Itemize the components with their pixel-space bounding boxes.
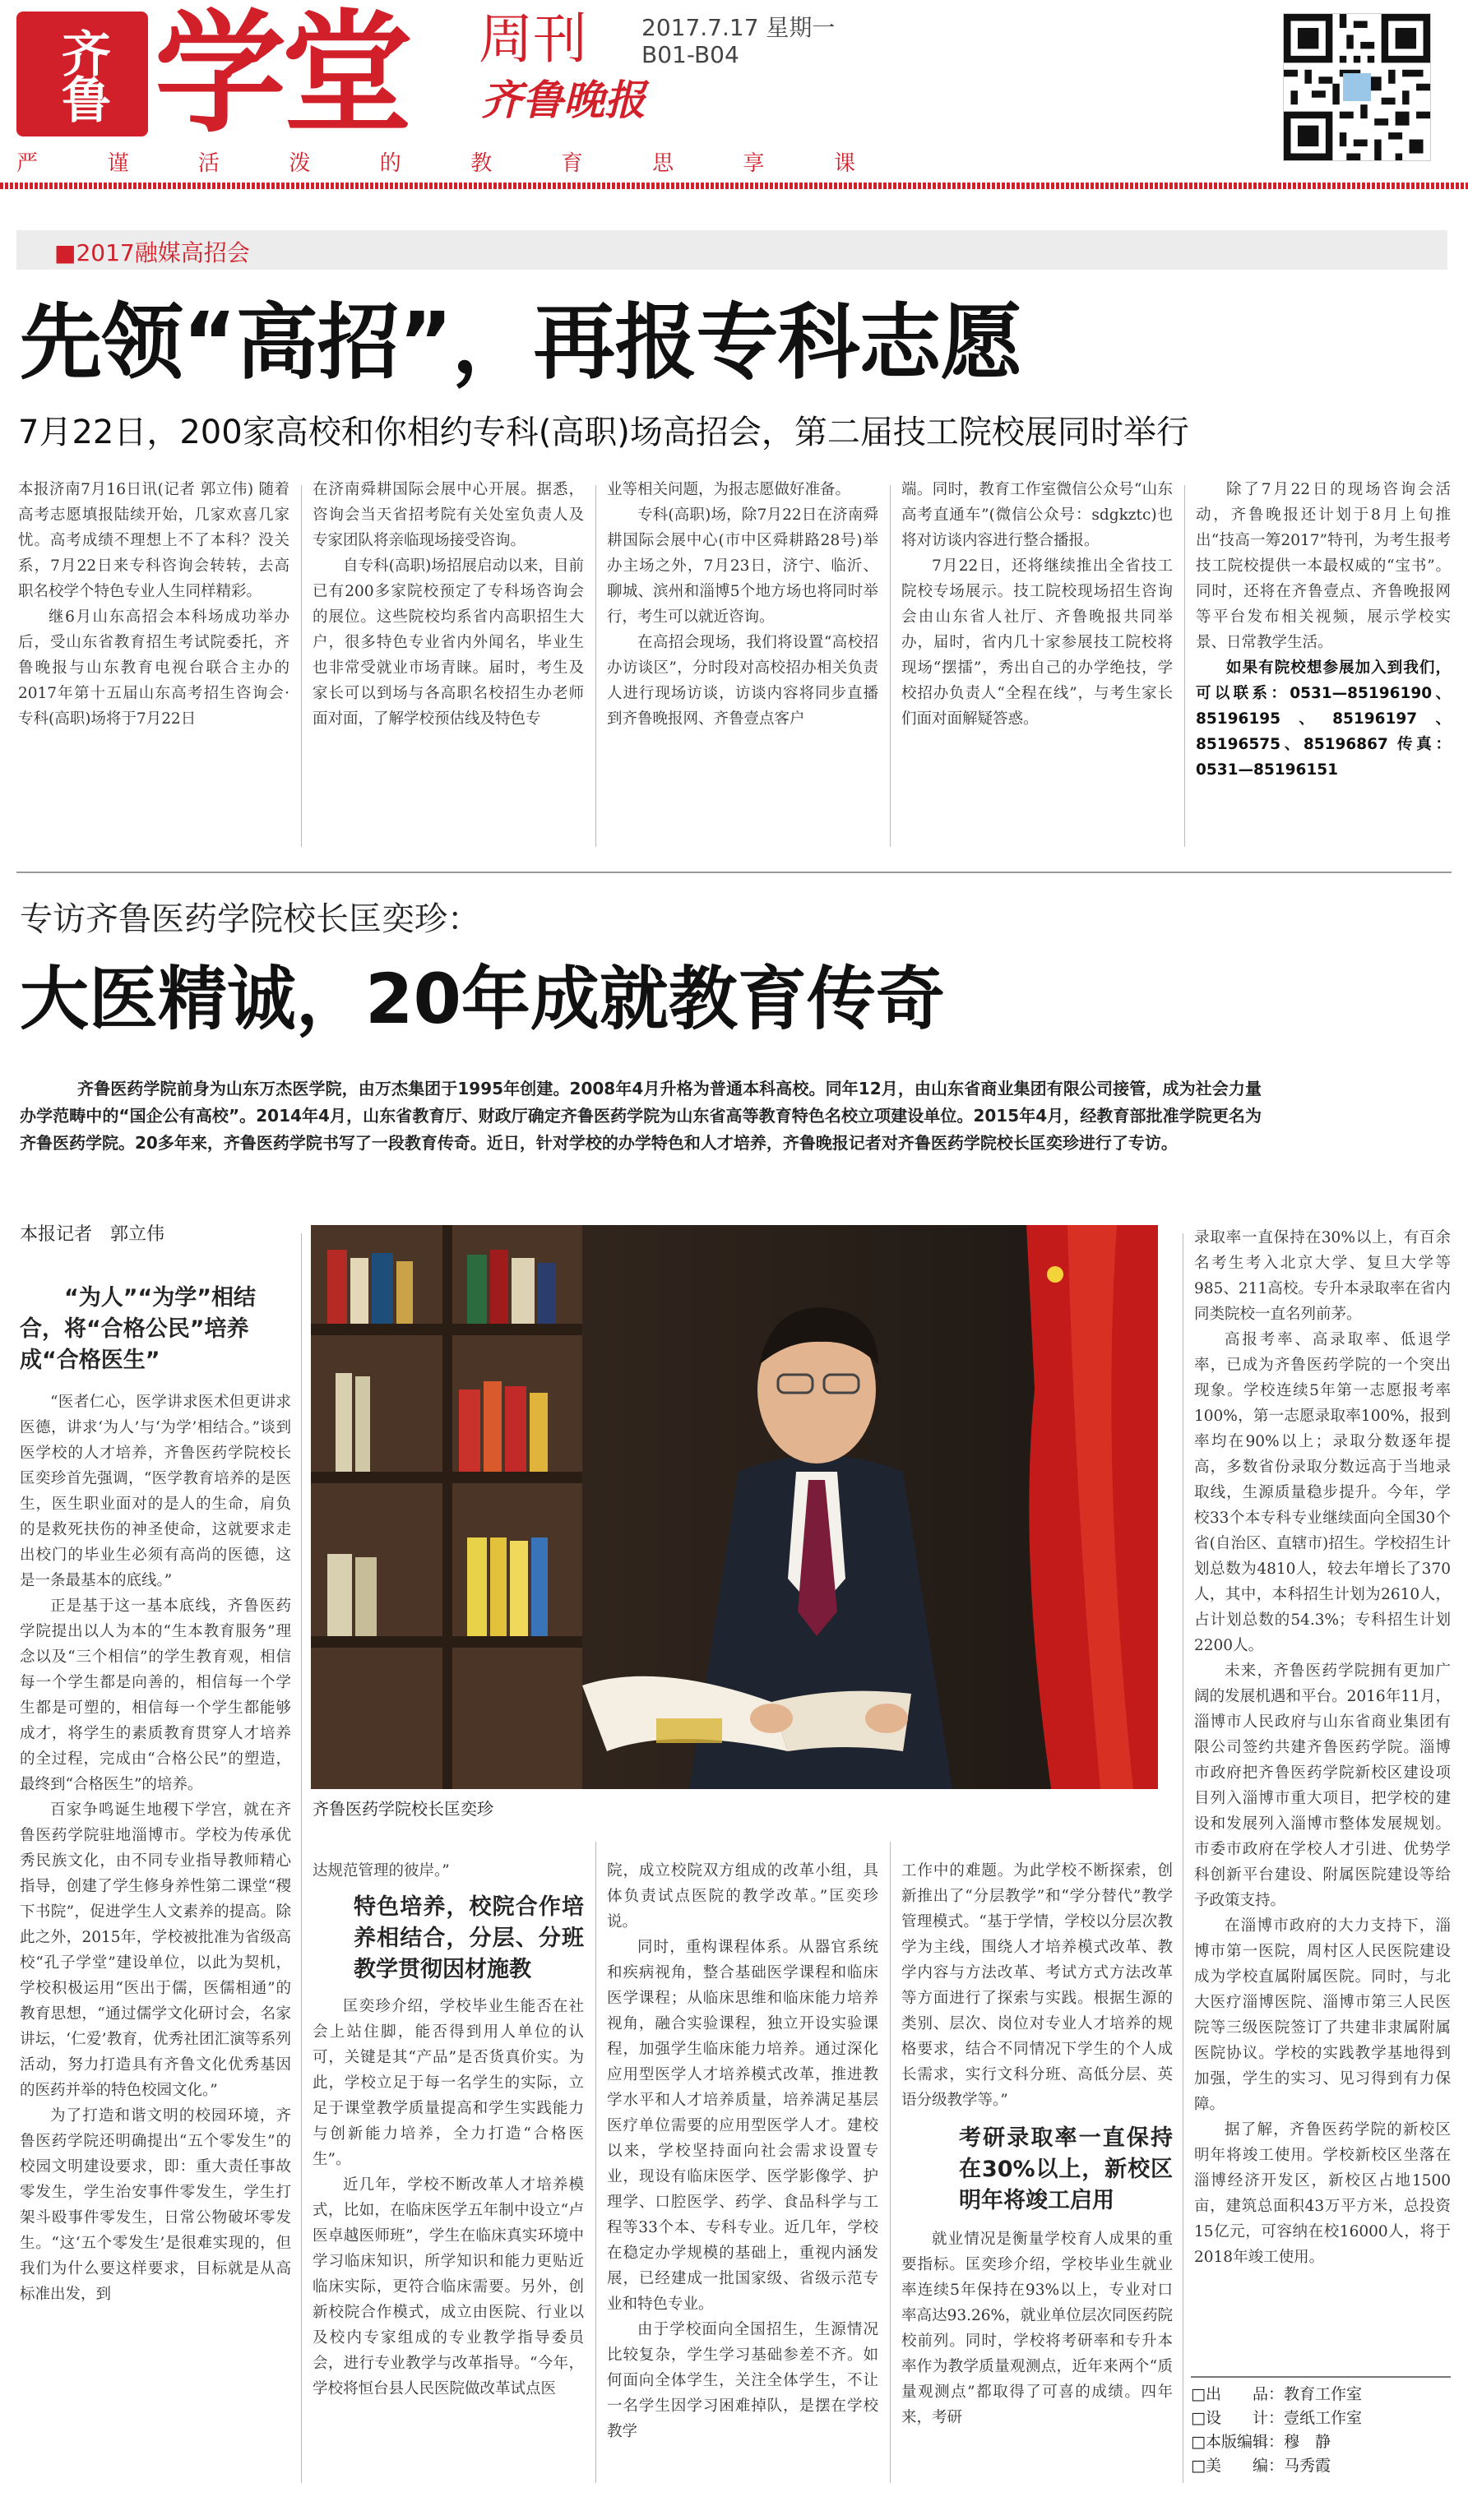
s2-mid-column-b: [607, 1858, 878, 2444]
s2-right-column: [1194, 1225, 1451, 2270]
page-range: B01-B04: [641, 41, 739, 68]
column-rule: [301, 485, 302, 847]
paragraph: 本报济南7月16日讯(记者 郭立伟) 随着高考志愿填报陆续开始，几家欢喜几家忧。高考成绩不理想上不了本科？没关系，7月22日来专科咨询会转转，去高职名校学个特色专业人生同样精彩。: [18, 481, 289, 600]
paragraph: 业等相关问题，为报志愿做好准备。: [607, 481, 851, 498]
paragraph: 高报考率、高录取率、低退学率，已成为齐鲁医药学院的一个突出现象。学校连续5年第一志愿报考率100%，第一志愿录取率100%，报到率均在90%以上；录取分数逐年提高，多数省份录取分数远高于当地录取线，生源质量稳步提升。今年，学校33个本专科专业继续面向全国30个省(自治区、直辖市)招生。学校招生计划总数为4810人，较去年增长了370人，其中，本科招生计划为2610人，占计划总数的54.3%；专科招生计划2200人。: [1194, 1331, 1451, 1654]
credit-line: □本版编辑：穆 静: [1191, 2433, 1331, 2451]
qr-code-icon: [1283, 13, 1431, 161]
paragraph: 录取率一直保持在30%以上，有百余名考生考入北京大学、复旦大学等985、211高校。专升本录取率在省内同类院校一直名列前茅。: [1194, 1229, 1451, 1323]
slogan-char: 活: [197, 151, 220, 176]
photo-caption: 齐鲁医药学院校长匡奕珍: [313, 1799, 493, 1819]
column-rule: [301, 1233, 302, 2483]
paper-logo-seal: [16, 12, 148, 136]
logo-text: 齐鲁: [53, 28, 111, 120]
credit-line: □设 计：壹纸工作室: [1191, 2409, 1362, 2427]
s1-column-5: [1196, 477, 1451, 783]
slogan-char: 课: [833, 151, 855, 176]
slogan-char: 享: [743, 151, 765, 176]
principal-photo: [311, 1225, 1158, 1789]
paragraph: 正是基于这一基本底线，齐鲁医药学院提出以人为本的“生本教育服务”理念以及“三个相信”的学生教育观，相信每一个学生都是向善的，相信每一个学生都是可塑的，相信每一个学生都能够成才，将学生的素质教育贯穿人才培养的全过程，完成由“合格公民”的塑造，最终到“合格医生”的培养。: [20, 1598, 291, 1793]
paragraph: 专科(高职)场，除7月22日在济南舜耕国际会展中心(市中区舜耕路28号)举办主场之外，7月23日，济宁、临沂、聊城、滨州和淄博5个地方场也将同时举行，考生可以就近咨询。: [607, 506, 878, 626]
section-tag-label: ■2017融媒高招会: [54, 239, 250, 266]
paragraph: 匡奕珍介绍，学校毕业生能否在社会上站住脚，能否得到用人单位的认可，关键是其“产品”是否货真价实。为此，学校立足于每一名学生的实际，立足于课堂教学质量提高和学生实践能力与创新能力培养，全力打造“合格医生”。: [313, 1998, 584, 2168]
masthead: [0, 0, 1468, 197]
paragraph: 端。同时，教育工作室微信公众号“山东高考直通车”(微信公众号：sdgkztc)也将对访谈内容进行整合播报。: [901, 481, 1173, 549]
s2-mid-column-a: [313, 1858, 584, 2402]
paragraph: “医者仁心，医学讲求医术但更讲求医德，讲求‘为人’与‘为学’相结合。”谈到医学校的人才培养，齐鲁医药学院校长匡奕珍首先强调，“医学教育培养的是医生，医生职业面对的是人的生命，肩负的是救死扶伤的神圣使命，这就要求走出校门的毕业生必须有高尚的医德，这是一条最基本的底线。”: [20, 1394, 291, 1589]
paragraph: 未来，齐鲁医药学院拥有更加广阔的发展机遇和平台。2016年11月，淄博市人民政府与山东省商业集团有限公司签约共建齐鲁医药学院。淄博市政府把齐鲁医药学院新校区建设项目列入淄博市重大项目，把学校的建设和发展列入淄博市整体发展规划。市委市政府在学校人才引进、优势学科创新平台建设、附属医院建设等给予政策支持。: [1194, 1662, 1451, 1909]
paragraph: 工作中的难题。为此学校不断探索，创新推出了“分层教学”和“学分替代”教学管理模式。“基于学情，学校以分层次教学为主线，围绕人才培养模式改革、教学内容与方法改革、考试方式方法改革等方面进行了探索与实践。根据生源的类别、层次、岗位对专业人才培养的规格要求，结合不同情况下学生的个人成长需求，实行文科分班、高低分层、英语分级教学等。”: [901, 1862, 1173, 2109]
slogan-char: 谨: [107, 151, 129, 176]
s1-column-1: [18, 477, 289, 732]
paragraph: 由于学校面向全国招生，生源情况比较复杂，学生学习基础参差不齐。如何面向全体学生，关注全体学生，不让一名学生因学习困难掉队，是摆在学校教学: [607, 2321, 878, 2440]
mid-subheading: 特色培养，校院合作培养相结合，分层、分班教学贯彻因材施教: [354, 1894, 584, 1982]
paragraph: 继6月山东高招会本科场成功举办后，受山东省教育招生考试院委托，齐鲁晚报与山东教育电视台联合主办的2017年第十五届山东高考招生咨询会·专科(高职)场将于7月22日: [18, 608, 289, 728]
column-rule: [890, 485, 891, 847]
column-rule: [595, 485, 596, 847]
slogan-char: 泼: [289, 151, 311, 176]
credit-line: □美 编：马秀霞: [1191, 2457, 1331, 2475]
paragraph: 7月22日，还将继续推出全省技工院校专场展示。技工院校现场招生咨询会由山东省人社厅、齐鲁晚报共同举办，届时，省内几十家参展技工院校将现场“摆擂”，秀出自己的办学绝技，学校招办负责人“全程在线”，与考生家长们面对面解疑答惑。: [901, 557, 1173, 728]
paragraph: 在淄博市政府的大力支持下，淄博市第一医院，周村区人民医院建设成为学校直属附属医院。同时，与北大医疗淄博医院、淄博市第三人民医院等三级医院签订了共建非隶属附属医院协议。学校的实践教学基地得到加强，学生的实习、见习得到有力保障。: [1194, 1917, 1451, 2113]
section-divider: [16, 872, 1452, 873]
slogan-char: 教: [470, 151, 493, 176]
column-rule: [890, 1842, 891, 2483]
paragraph: 就业情况是衡量学校育人成果的重要指标。匡奕珍介绍，学校毕业生就业率连续5年保持在93%以上，专业对口率高达93.26%，就业单位层次同医药院校前列。同时，学校将考研率和专升本率作为教学质量观测点，近年来两个“质量观测点”都取得了可喜的成绩。四年来，考研: [901, 2231, 1173, 2426]
s2-left-column: [20, 1389, 291, 2307]
masthead-rule: [0, 183, 1468, 189]
slogan-char: 思: [652, 151, 674, 176]
paragraph: 近几年，学校不断改革人才培养模式，比如，在临床医学五年制中设立“卢医卓越医师班”，学生在临床真实环境中学习临床知识，所学知识和能力更贴近临床实际，更符合临床需要。另外，创新校院合作模式，成立由医院、行业以及校内专家组成的专业教学指导委员会，进行专业教学与改革指导。“今年，学校将恒台县人民医院做改革试点医: [313, 2176, 584, 2397]
column-rule: [595, 1842, 596, 2483]
paragraph: 在济南舜耕国际会展中心开展。据悉，咨询会当天省招考院有关处室负责人及专家团队将亲临现场接受咨询。: [313, 481, 584, 549]
credit-line: □出 品：教育工作室: [1191, 2385, 1362, 2403]
paragraph: 百家争鸣诞生地稷下学宫，就在齐鲁医药学院驻地淄博市。学校为传承优秀民族文化，由不同专业指导教师精心指导，创建了学生修身养性第二课堂“稷下书院”，促进学生人文素养的提高。除此之外，2015年，学校被批准为省级高校“孔子学堂”建设单位，以此为契机，学校积极运用“医出于儒，医儒相通”的教育思想，“通过儒学文化研讨会，名家讲坛，‘仁爱’教育，优秀社团汇演等系列活动，努力打造具有齐鲁文化优秀基因的医药并举的特色校园文化。”: [20, 1801, 291, 2099]
contact-info: 如果有院校想参展加入到我们，可以联系：0531—85196190、85196195、85196197、85196575、85196867 传真：0531—85196151: [1196, 659, 1451, 779]
s1-column-2: [313, 477, 584, 732]
slogan-char: 严: [16, 151, 39, 176]
issue-date: 2017.7.17 星期一: [641, 14, 836, 41]
paper-name: 齐鲁晚报: [481, 76, 646, 124]
paragraph: 达规范管理的彼岸。”: [313, 1862, 450, 1880]
s1-column-3: [607, 477, 878, 732]
paragraph: 为了打造和谐文明的校园环境，齐鲁医药学院还明确提出“五个零发生”的校园文明建设要求，即：重大责任事故零发生，学生治安事件零发生，学生打架斗殴事件零发生，日常公物破坏零发生。“这‘五个零发生’是很难实现的，但我们为什么要这样要求，目标就是从高标准出发，到: [20, 2107, 291, 2303]
s2-mid-column-c: [901, 1858, 1173, 2430]
slogan-char: 育: [561, 151, 583, 176]
paragraph: 据了解，齐鲁医药学院的新校区明年将竣工使用。学校新校区坐落在淄博经济开发区，新校区占地1500亩，建筑总面积43万平方米，总投资15亿元，可容纳在校16000人，将于2018年竣工使用。: [1194, 2121, 1451, 2266]
paragraph: 在高招会现场，我们将设置“高校招办访谈区”，分时段对高校招办相关负责人进行现场访谈，访谈内容将同步直播到齐鲁晚报网、齐鲁壹点客户: [607, 634, 878, 728]
masthead-weekly: 周刊: [479, 7, 587, 71]
paragraph: 除了7月22日的现场咨询会活动，齐鲁晚报还计划于8月上旬推出“技高一筹2017”特刊，为考生报考技工院校提供一本最权威的“宝书”。同时，还将在齐鲁壹点、齐鲁晚报网等平台发布相关视频，展示学校实景、日常教学生活。: [1196, 481, 1451, 651]
slogan-row: [16, 146, 855, 179]
headline-1: 先领“高招”，再报专科志愿: [20, 294, 1022, 391]
paragraph: 院，成立校院双方组成的改革小组，具体负责试点医院的教学改革。”匡奕珍说。: [607, 1862, 878, 1930]
section-tag: [16, 230, 1447, 270]
paragraph: 自专科(高职)场招展启动以来，目前已有200多家院校预定了专科场咨询会的展位。这些院校均系省内高职招生大户，很多特色专业省内外闻名，毕业生也非常受就业市场青睐。届时，考生及家长可以到场与各高职名校招生办老师面对面，了解学校预估线及特色专: [313, 557, 584, 728]
masthead-title: 学堂: [155, 0, 409, 150]
paragraph: 同时，重构课程体系。从器官系统和疾病视角，整合基础医学课程和临床医学课程；从临床思维和临床能力培养视角，融合实验课程，独立开设实验课程，加强学生临床能力培养。通过深化应用型医学人才培养模式改革，推进教学水平和人才培养质量，培养满足基层医疗单位需要的应用型医学人才。建校以来，学校坚持面向社会需求设置专业，现设有临床医学、医学影像学、护理学、口腔医学、药学、食品科学与工程等33个本、专科专业。近几年，学校在稳定办学规模的基础上，重视内涵发展，已经建成一批国家级、省级示范专业和特色专业。: [607, 1939, 878, 2313]
kicker-2: 专访齐鲁医药学院校长匡奕珍：: [20, 900, 480, 938]
s1-column-4: [901, 477, 1173, 732]
headline-2: 大医精诚，20年成就教育传奇: [20, 959, 945, 1039]
lead-paragraph: 齐鲁医药学院前身为山东万杰医学院，由万杰集团于1995年创建。2008年4月升格为普通本科高校。同年12月，由山东省商业集团有限公司接管，成为社会力量办学范畴中的“国企公有高校”。2014年4月，山东省教育厅、财政厅确定齐鲁医药学院为山东省高等教育特色名校立项建设单位。2015年4月，经教育部批准学院更名为齐鲁医药学院。20多年来，齐鲁医药学院书写了一段教育传奇。近日，针对学校的办学特色和人才培养，齐鲁晚报记者对齐鲁医药学院校长匡奕珍进行了专访。: [20, 1079, 1262, 1153]
byline: 本报记者 郭立伟: [20, 1224, 165, 1245]
left-subheading: “为人”“为学”相结合，将“合格公民”培养成“合格医生”: [20, 1285, 256, 1373]
credits-box: [1191, 2376, 1451, 2478]
mid-c-subheading: 考研录取率一直保持在30%以上，新校区明年将竣工启用: [959, 2125, 1173, 2213]
slogan-char: 的: [379, 151, 401, 176]
subheadline-1: 7月22日，200家高校和你相约专科(高职)场高招会，第二届技工院校展同时举行: [18, 414, 1189, 451]
column-rule: [1184, 485, 1185, 847]
